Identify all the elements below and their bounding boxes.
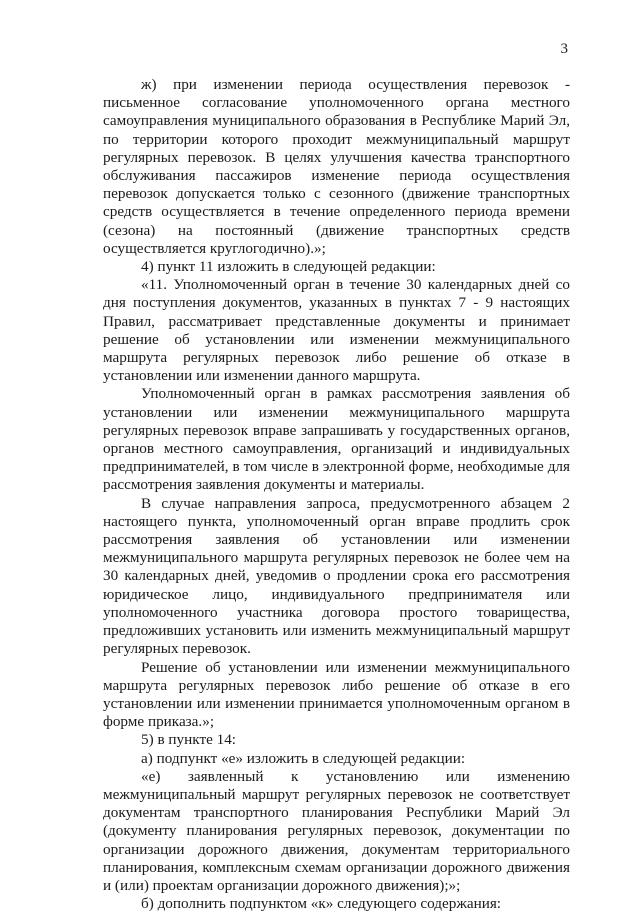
paragraph-item-zh: ж) при изменении периода осуществления перевозок - письменное согласование уполномоченного органа местного самоуправления муниципального образования в Республике Марий Эл, по территории которого проходит межмуниципальный маршрут регулярных перевозок. В целях улучшения качества транспортного обслуживания пассажиров изменение периода осуществления перевозок допускается только с сезонного (движение транспортных средств осуществляется в течение определенного периода времени (сезона) на постоянный (движение транспортных средств осуществляется круглогодично).»; [103, 76, 570, 257]
document-body [103, 76, 570, 913]
paragraph-decision: Решение об установлении или изменении межмуниципального маршрута регулярных перевозок либо решение об отказе в его установлении или изменении принимается уполномоченным органом в форме приказа.»; [103, 658, 570, 731]
paragraph-subitem-e: «е) заявленный к установлению или изменению межмуниципальный маршрут регулярных перевозок не соответствует документам транспортного планирования Республики Марий Эл (документу планирования регулярных перевозок, документации по организации дорожного движения, документам территориального планирования, комплексным схемам организации дорожного движения и (или) проектам организации дорожного движения);»; [103, 767, 570, 894]
paragraph-subitem-a: а) подпункт «е» изложить в следующей редакции: [141, 749, 466, 767]
paragraph-authority-request: Уполномоченный орган в рамках рассмотрения заявления об установлении или изменении межмуниципального маршрута регулярных перевозок вправе запрашивать у государственных органов, органов местного самоуправления, организаций и индивидуальных предпринимателей, в том числе в электронной форме, необходимые для рассмотрения заявления документы и материалы. [103, 385, 570, 494]
paragraph-subitem-b: б) дополнить подпунктом «к» следующего содержания: [141, 895, 502, 913]
paragraph-clause-11: «11. Уполномоченный орган в течение 30 календарных дней со дня поступления документов, указанных в пунктах 7 - 9 настоящих Правил, рассматривает представленные документы и принимает решение об установлении или изменении межмуниципального маршрута регулярных перевозок либо решение об отказе в установлении или изменении данного маршрута. [103, 276, 570, 385]
page-number: 3 [560, 41, 568, 57]
paragraph-point-4: 4) пункт 11 изложить в следующей редакции: [141, 258, 436, 276]
paragraph-point-5: 5) в пункте 14: [141, 731, 237, 749]
paragraph-extension: В случае направления запроса, предусмотренного абзацем 2 настоящего пункта, уполномоченный орган вправе продлить срок рассмотрения заявления об установлении или изменении межмуниципального маршрута регулярных перевозок не более чем на 30 календарных дней, уведомив о продлении срока его рассмотрения юридическое лицо, индивидуального предпринимателя или уполномоченного участника договора простого товарищества, предложивших установить или изменить межмуниципальный маршрут регулярных перевозок. [103, 494, 570, 658]
